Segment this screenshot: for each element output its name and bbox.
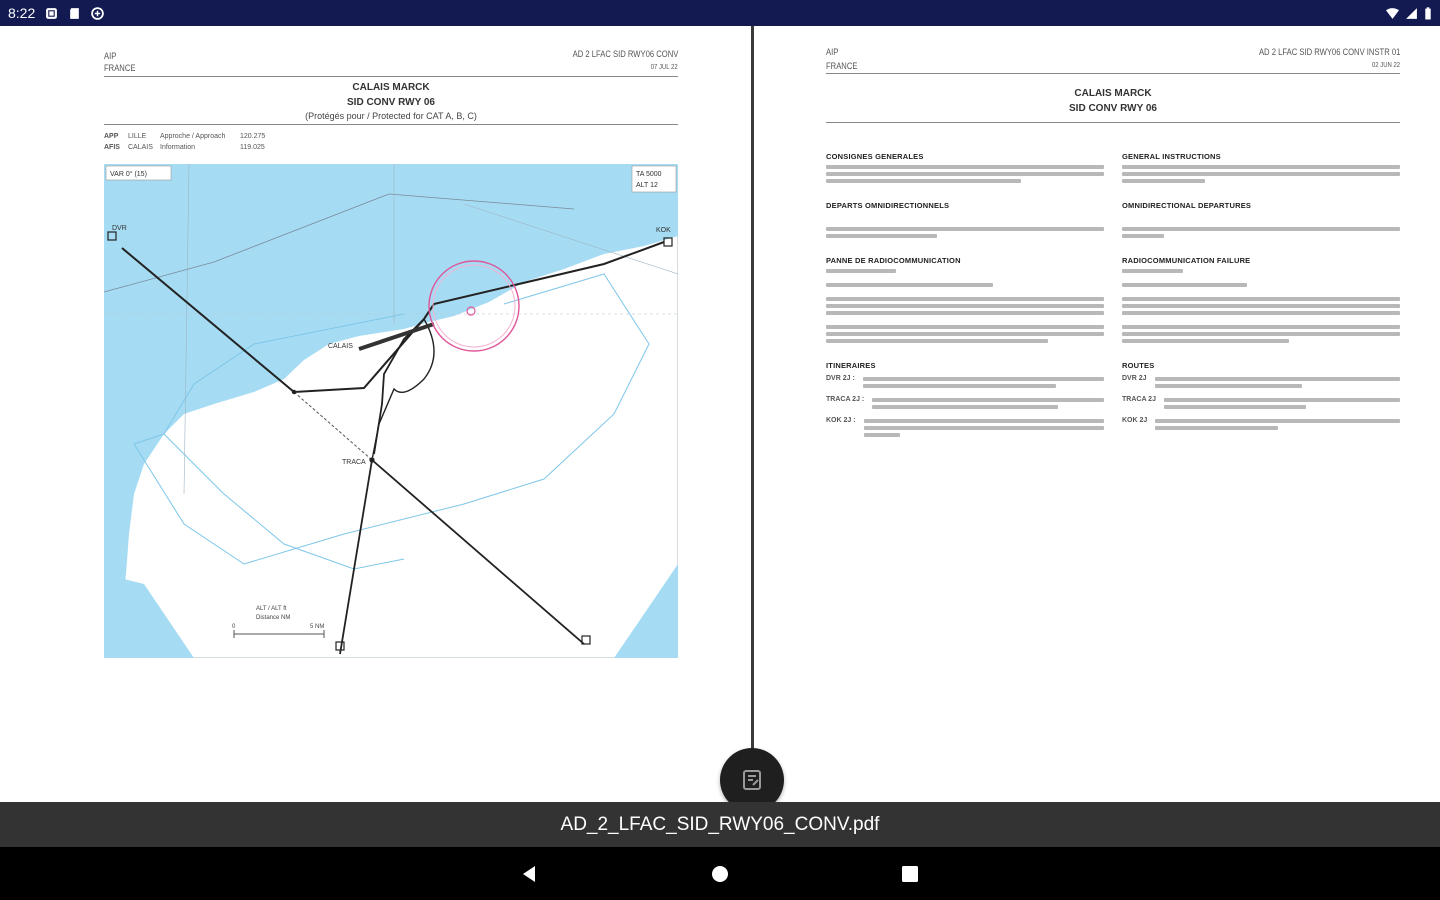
instr-title: CALAIS MARCK: [1074, 88, 1152, 99]
back-icon: [520, 864, 540, 884]
filename-label: AD_2_LFAC_SID_RWY06_CONV.pdf: [560, 813, 880, 835]
map-label-dvr: DVR: [112, 225, 127, 232]
freq-afis-value: 119.025: [240, 144, 265, 151]
map-var-label: VAR 0° (15): [110, 171, 147, 178]
clock: 8:22: [8, 5, 36, 21]
title-rule: [104, 124, 678, 125]
sd-card-icon: [68, 7, 81, 20]
pdf-page-left[interactable]: [0, 26, 751, 802]
section-heading: ROUTES: [1122, 361, 1155, 370]
map-label-calais: CALAIS: [328, 343, 353, 350]
recents-icon: [900, 864, 920, 884]
svg-text:ALT / ALT ft: ALT / ALT ft: [256, 606, 287, 612]
svg-text:0: 0: [232, 624, 236, 630]
route-label: TRACA 2J: [1122, 396, 1156, 403]
freq-app-role: Approche / Approach: [160, 133, 226, 140]
recents-button[interactable]: [890, 854, 930, 894]
settings-circle-icon: [91, 7, 104, 20]
freq-afis-label: AFIS: [104, 144, 120, 151]
page-ref: AD 2 LFAC SID RWY06 CONV: [572, 49, 678, 59]
chart-subtitle: SID CONV RWY 06: [347, 97, 435, 108]
home-button[interactable]: [700, 854, 740, 894]
instructions-en: [1122, 152, 1400, 451]
page-view-icon: [740, 768, 764, 792]
section-heading: OMNIDIRECTIONAL DEPARTURES: [1122, 201, 1252, 210]
notification-icon: [45, 7, 58, 20]
freq-afis-role: Information: [160, 144, 196, 151]
page-ref-right: AD 2 LFAC SID RWY06 CONV INSTR 01: [1258, 47, 1400, 57]
page-country: FRANCE: [104, 63, 136, 73]
page-date: 07 JUL 22: [651, 64, 678, 71]
route-label: KOK 2J: [1122, 417, 1148, 424]
header-rule-right: [826, 73, 1400, 74]
route-label: KOK 2J :: [826, 417, 856, 424]
map-label-traca: TRACA: [342, 459, 366, 466]
section-heading: RADIOCOMMUNICATION FAILURE: [1122, 256, 1251, 265]
svg-text:ALT 12: ALT 12: [636, 182, 658, 189]
freq-app-label: APP: [104, 133, 119, 140]
header-rule: [104, 76, 678, 77]
instructions-fr: [826, 152, 1104, 458]
page-date-right: 02 JUN 22: [1371, 62, 1400, 69]
page-org: AIP: [104, 51, 117, 61]
instr-subtitle: SID CONV RWY 06: [1069, 103, 1157, 114]
section-heading: DEPARTS OMNIDIRECTIONNELS: [826, 201, 950, 210]
page-org-right: AIP: [826, 47, 839, 57]
back-button[interactable]: [510, 854, 550, 894]
home-icon: [710, 864, 730, 884]
chart-title: CALAIS MARCK: [352, 82, 430, 93]
route-label: DVR 2J: [1122, 375, 1147, 382]
pdf-page-right[interactable]: [754, 26, 1440, 802]
chart-protected-note: (Protégés pour / Protected for CAT A, B, C): [305, 111, 477, 121]
section-heading: CONSIGNES GENERALES: [826, 152, 924, 161]
map-label-kok: KOK: [656, 227, 671, 234]
page-country-right: FRANCE: [826, 61, 858, 71]
section-heading: PANNE DE RADIOCOMMUNICATION: [826, 256, 961, 265]
status-bar: [0, 0, 1440, 26]
signal-icon: [1405, 7, 1418, 20]
section-heading: GENERAL INSTRUCTIONS: [1122, 152, 1221, 161]
freq-afis-name: CALAIS: [128, 144, 153, 151]
navigation-bar: [0, 847, 1440, 900]
sid-chart-map: [104, 164, 678, 658]
svg-text:TA 5000: TA 5000: [636, 171, 662, 178]
section-heading: ITINERAIRES: [826, 361, 876, 370]
route-label: TRACA 2J :: [826, 396, 865, 403]
route-label: DVR 2J :: [826, 375, 855, 382]
freq-app-name: LILLE: [128, 133, 147, 140]
freq-app-value: 120.275: [240, 133, 266, 140]
svg-text:5 NM: 5 NM: [310, 624, 325, 630]
svg-text:Distance NM: Distance NM: [256, 615, 291, 621]
filename-bar: [0, 802, 1440, 847]
title-rule-right: [826, 122, 1400, 123]
battery-icon: [1424, 7, 1432, 20]
wifi-icon: [1386, 7, 1399, 20]
